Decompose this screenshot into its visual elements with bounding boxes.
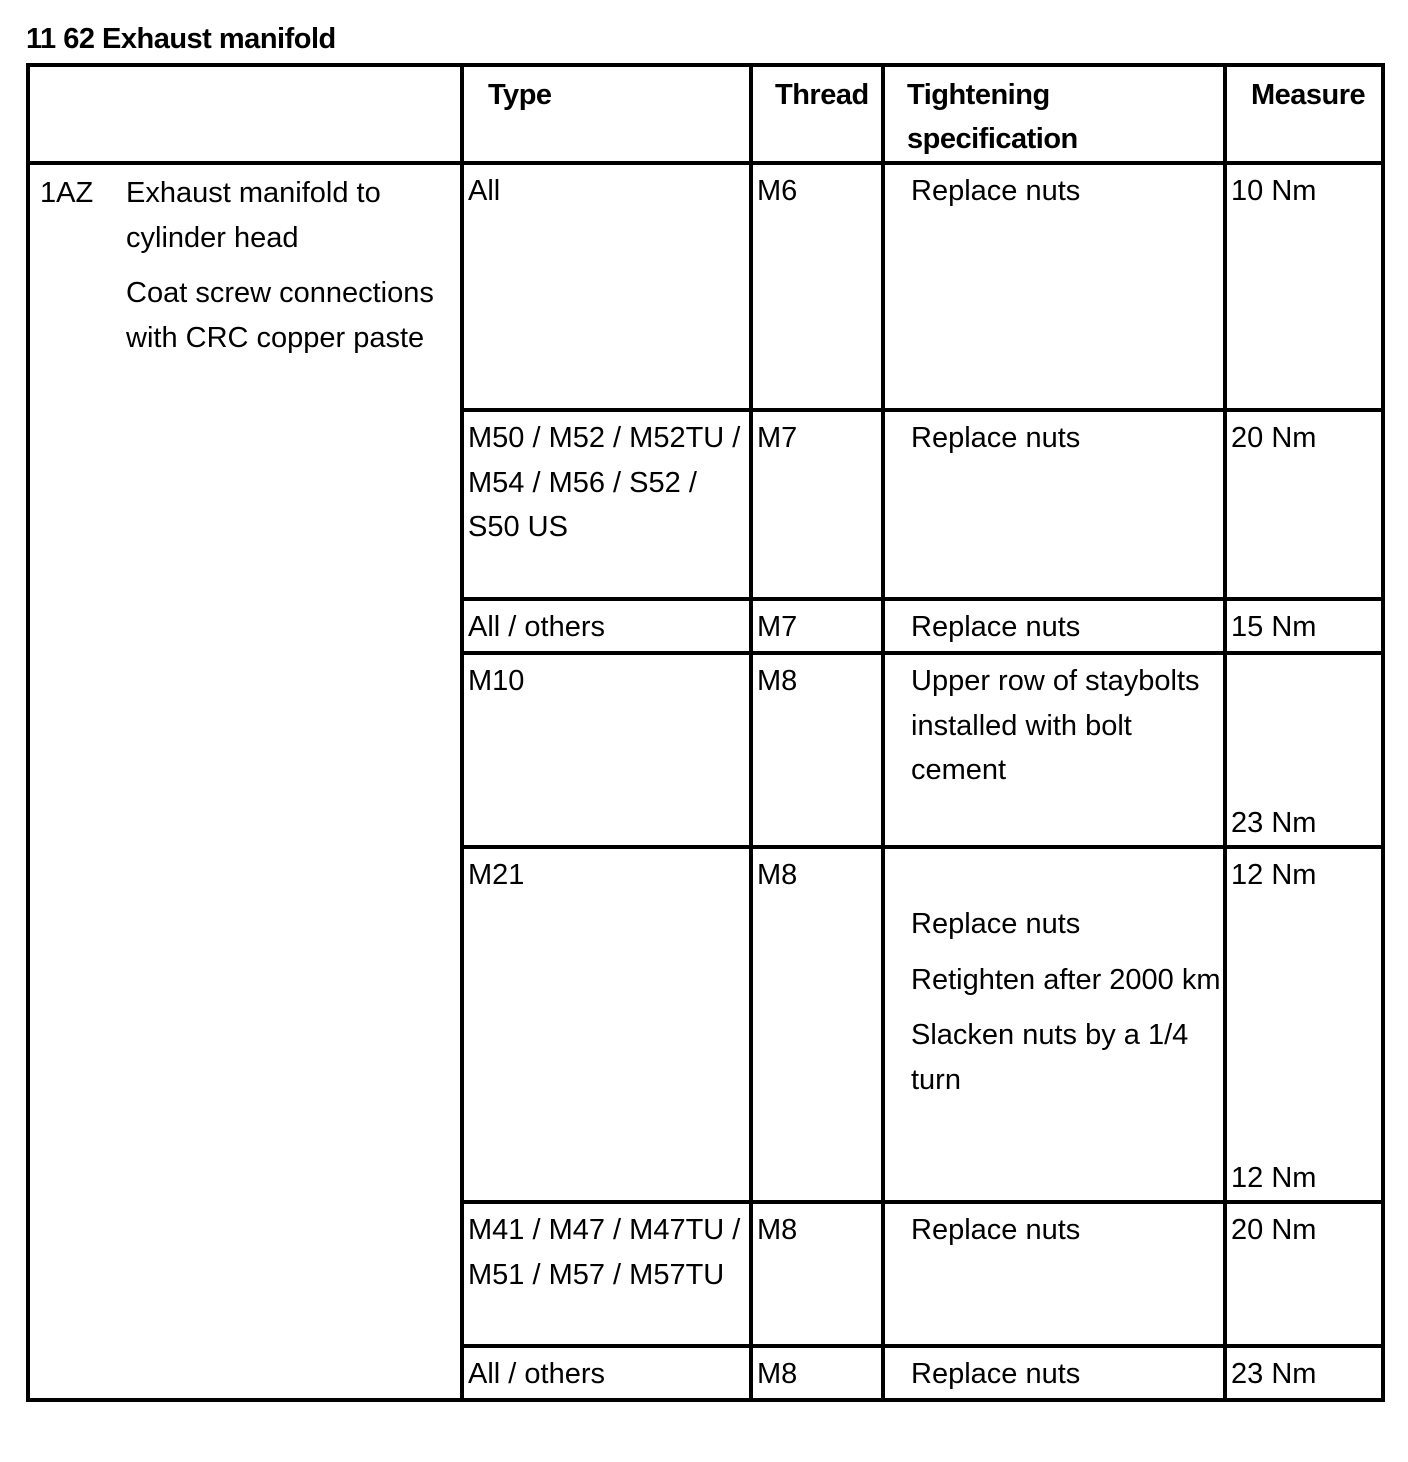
spec-text: Replace nuts xyxy=(911,1358,1081,1390)
component-code: 1AZ xyxy=(40,177,94,209)
measure-value: 23 Nm xyxy=(1231,806,1317,839)
type-cell: M21 xyxy=(462,847,751,1202)
measure-value-bottom: 12 Nm xyxy=(1231,1161,1317,1194)
component-cell xyxy=(28,163,462,1400)
spec-cell xyxy=(883,163,1225,410)
thread-cell: M8 xyxy=(751,1346,883,1400)
document-title: 11 62 Exhaust manifold xyxy=(26,23,336,55)
spec-cell xyxy=(883,410,1225,599)
thread-cell: M8 xyxy=(751,1202,883,1346)
component-description: Exhaust manifold to cylinder head xyxy=(126,177,381,254)
table-header-row xyxy=(28,65,1383,163)
thread-cell: M8 xyxy=(751,847,883,1202)
spec-text: Replace nuts xyxy=(911,611,1081,643)
measure-cell: 20 Nm xyxy=(1225,410,1383,599)
header-tightening-specification xyxy=(883,65,1225,163)
header-tightening-line2: specification xyxy=(907,123,1078,155)
header-measure: Measure xyxy=(1225,65,1383,163)
spec-text: Slacken nuts by a 1/4 turn xyxy=(911,1019,1189,1096)
thread-cell: M7 xyxy=(751,599,883,653)
measure-value: 12 Nm xyxy=(1231,859,1317,891)
measure-cell: 20 Nm xyxy=(1225,1202,1383,1346)
spec-text: Replace nuts xyxy=(911,175,1081,207)
spec-text: Replace nuts xyxy=(911,422,1081,454)
type-cell: All / others xyxy=(462,599,751,653)
spec-cell xyxy=(883,1346,1225,1400)
type-cell: M10 xyxy=(462,653,751,847)
type-cell: All / others xyxy=(462,1346,751,1400)
measure-cell xyxy=(1225,847,1383,1202)
thread-cell: M6 xyxy=(751,163,883,410)
header-type: Type xyxy=(462,65,751,163)
spec-text: Retighten after 2000 km xyxy=(911,963,1221,996)
type-cell: All xyxy=(462,163,751,410)
thread-cell: M7 xyxy=(751,410,883,599)
spec-cell xyxy=(883,599,1225,653)
spec-cell xyxy=(883,1202,1225,1346)
spec-cell xyxy=(883,653,1225,847)
header-tightening-line1: Tightening xyxy=(907,79,1050,111)
measure-cell: 15 Nm xyxy=(1225,599,1383,653)
header-empty xyxy=(28,65,462,163)
spec-text: Replace nuts xyxy=(911,1214,1081,1246)
spec-cell xyxy=(883,847,1225,1202)
spec-text: Upper row of staybolts installed with bolt cement xyxy=(911,665,1200,786)
table-row xyxy=(28,163,1383,410)
component-note: Coat screw connections with CRC copper paste xyxy=(126,277,434,354)
torque-spec-table xyxy=(26,63,1385,1402)
measure-cell: 10 Nm xyxy=(1225,163,1383,410)
measure-cell: 23 Nm xyxy=(1225,1346,1383,1400)
type-cell: M50 / M52 / M52TU / M54 / M56 / S52 / S50 US xyxy=(462,410,751,599)
spec-text: Replace nuts xyxy=(911,908,1081,940)
measure-cell xyxy=(1225,653,1383,847)
thread-cell: M8 xyxy=(751,653,883,847)
type-cell: M41 / M47 / M47TU / M51 / M57 / M57TU xyxy=(462,1202,751,1346)
header-thread: Thread xyxy=(751,65,883,163)
